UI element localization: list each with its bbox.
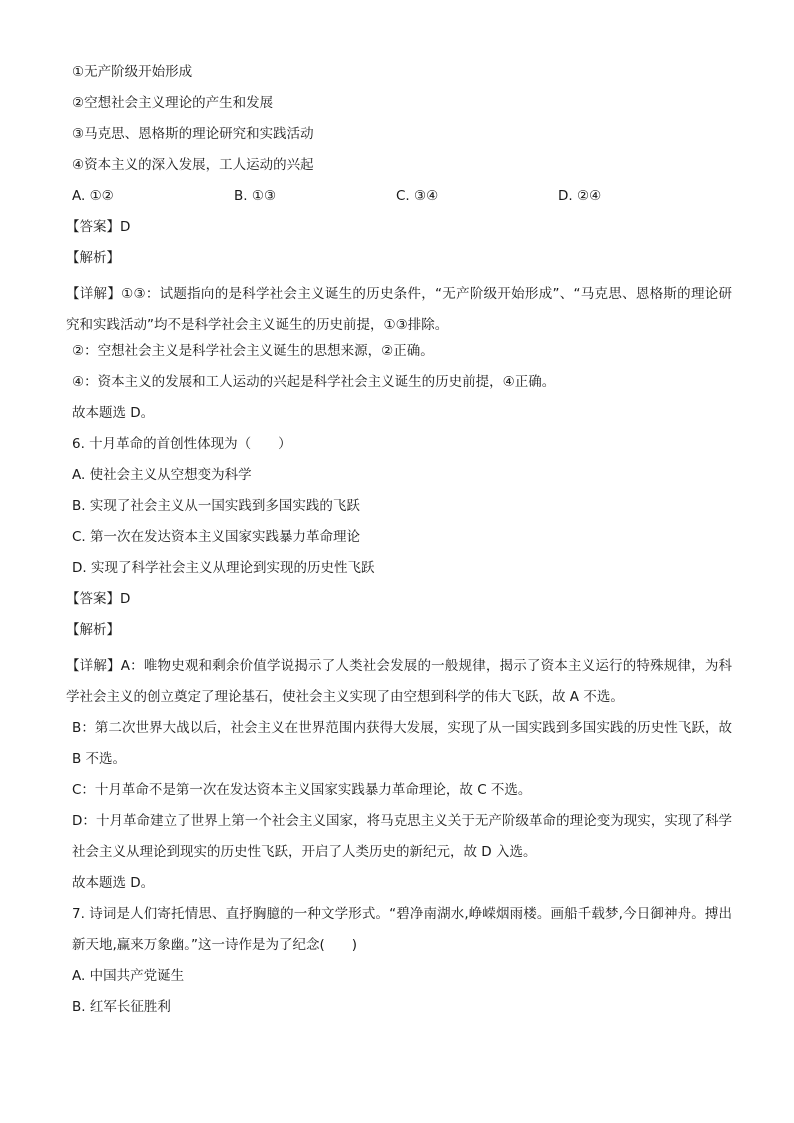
q6-option-a: A. 使社会主义从空想变为科学	[72, 467, 252, 483]
q7-option-a: A. 中国共产党诞生	[72, 968, 185, 984]
q6-detail-d: D：十月革命建立了世界上第一个社会主义国家，将马克思主义关于无产阶级革命的理论变为现实，实现了科学社会主义从理论到现实的历史性飞跃，开启了人类历史的新纪元，故 D 入选。	[72, 813, 732, 860]
q5-item-1: ①无产阶级开始形成	[72, 64, 193, 80]
q5-detail-3: ④：资本主义的发展和工人运动的兴起是科学社会主义诞生的历史前提，④正确。	[72, 374, 556, 390]
q6-option-d: D. 实现了科学社会主义从理论到实现的历史性飞跃	[72, 560, 375, 576]
q6-answer: 【答案】D	[66, 591, 131, 607]
q5-option-b: B. ①③	[234, 188, 277, 204]
q5-conclusion: 故本题选 D。	[72, 405, 155, 421]
q6-conclusion: 故本题选 D。	[72, 875, 155, 891]
q5-item-4: ④资本主义的深入发展，工人运动的兴起	[72, 157, 314, 173]
q5-item-2: ②空想社会主义理论的产生和发展	[72, 95, 274, 111]
q5-analysis-label: 【解析】	[66, 250, 120, 266]
q5-detail-1: 【详解】①③：试题指向的是科学社会主义诞生的历史条件，“无产阶级开始形成”、“马克思、恩格斯的理论研究和实践活动”均不是科学社会主义诞生的历史前提，①③排除。	[66, 286, 732, 333]
q5-option-a: A. ①②	[72, 188, 114, 204]
q6-stem: 6. 十月革命的首创性体现为（ ）	[72, 436, 292, 452]
q6-analysis-label: 【解析】	[66, 622, 120, 638]
q7-stem: 7. 诗词是人们寄托情思、直抒胸臆的一种文学形式。“碧净南湖水,峥嵘烟雨楼。画船千载梦,今日御神舟。搏出新天地,赢来万象幽。”这一诗作是为了纪念( )	[72, 906, 732, 953]
q6-option-c: C. 第一次在发达资本主义国家实践暴力革命理论	[72, 529, 361, 545]
q5-option-d: D. ②④	[558, 188, 602, 204]
q5-detail-2: ②：空想社会主义是科学社会主义诞生的思想来源，②正确。	[72, 343, 434, 359]
q6-detail-a: 【详解】A：唯物史观和剩余价值学说揭示了人类社会发展的一般规律，揭示了资本主义运行的特殊规律，为科学社会主义的创立奠定了理论基石，使社会主义实现了由空想到科学的伟大飞跃，故 A 不选。	[66, 658, 732, 705]
q6-detail-c: C：十月革命不是第一次在发达资本主义国家实践暴力革命理论，故 C 不选。	[72, 782, 532, 798]
q6-detail-b: B：第二次世界大战以后，社会主义在世界范围内获得大发展，实现了从一国实践到多国实践的历史性飞跃，故 B 不选。	[72, 720, 732, 767]
document-page	[66, 62, 732, 1023]
q5-option-c: C. ③④	[396, 188, 439, 204]
q5-options	[72, 186, 732, 206]
q5-answer: 【答案】D	[66, 219, 131, 235]
q5-item-3: ③马克思、恩格斯的理论研究和实践活动	[72, 126, 314, 142]
q7-option-b: B. 红军长征胜利	[72, 999, 171, 1015]
q6-option-b: B. 实现了社会主义从一国实践到多国实践的飞跃	[72, 498, 360, 514]
